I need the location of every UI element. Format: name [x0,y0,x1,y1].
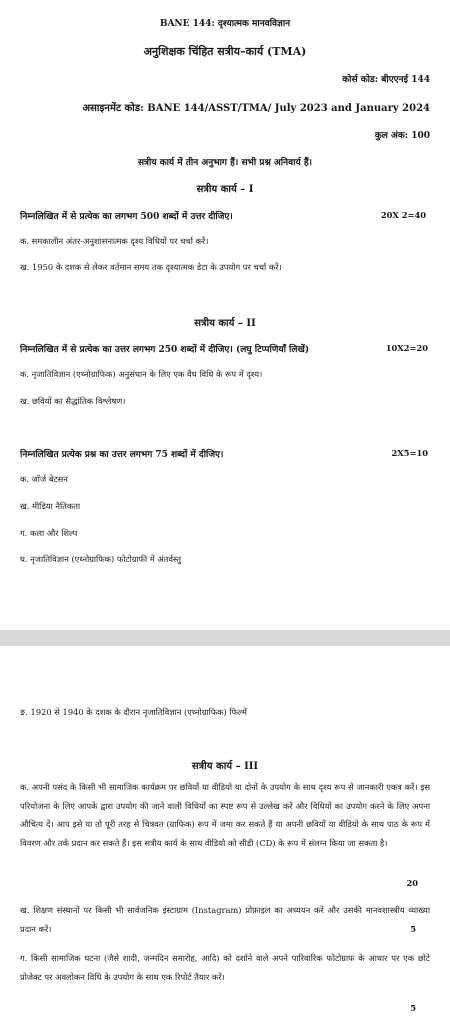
tma-title: अनुशिक्षक चिंहित सत्रीय–कार्य (TMA) [143,45,307,58]
instructions: सत्रीय कार्य में तीन अनुभाग हैं। सभी प्रश्न अनिवार्य हैं। [137,158,313,168]
short-question-c: ग. कला और शिल्प [20,528,78,538]
total-marks: कुल अंक: 100 [374,131,430,141]
section-3-question-a: क. अपनी पसंद के किसी भी सामाजिक कार्यक्रम पर छवियों या वीडियो या दोनों के उपयोग के साथ दृश्य रूप से जानकारी एकत्र करें। इस परियोजना के लिए आपके द्वारा उपयोग की जाने वाली विधियों का स्पष्ट रूप से उल्लेख करें और विधियों का उपयोग करने के लिए अपना औचित्य दें। आप इसे या तो पूरी तरह से चित्रवत (ग्राफिक) रूप में जमा कर सकते हैं या अपनी छवियों या वीडियो के साथ पाठ के रूप में विवरण और तर्क प्रदान कर सकते हैं। इस सत्रीय कार्य के साथ वीडियो को सीडी (CD) के रूप में संलग्न किया जा सकता है। [20,782,430,848]
short-question-b: ख. मीडिया नैतिकता [20,501,81,511]
section-3-question-c-marks: 5 [410,1003,416,1013]
short-answer-instruction: निम्नलिखित प्रत्येक प्रश्न का उत्तर लगभग 75 शब्दों में दीजिए। [20,450,224,460]
section-1-question-b: ख. 1950 के दशक से लेकर वर्तमान समय तक दृश्यात्मक डेटा के उपयोग पर चर्चा करें। [20,262,282,272]
assignment-code: असाइनमेंट कोड: BANE 144/ASST/TMA/ July 2023 and January 2024 [82,103,430,114]
section-2-instruction: निम्नलिखित में से प्रत्येक का उत्तर लगभग 250 शब्दों में दीजिए। (लघु टिप्पणियाँ लिखें) [20,345,310,355]
section-2-marks: 10X2=20 [385,343,428,353]
course-title: BANE 144: दृश्यात्मक मानवविज्ञान [159,19,291,29]
section-3-question-b: ख. शिक्षण संस्थानों पर किसी भी सार्वजनिक इंस्टाग्राम (Instagram) प्रोफ़ाइल का अध्ययन करें और उसकी मानवशास्त्रीय व्याख्या प्रदान करें। [20,905,430,934]
page-separator [0,630,450,646]
section-2-question-a: क. नृजातिविज्ञान (एथ्नोग्राफिक) अनुसंधान के लिए एक वैध विधि के रूप में दृश्य। [20,369,263,379]
section-2-question-b: ख. छवियों का सैद्धांतिक विश्लेषण। [20,396,126,406]
section-3-question-c: ग. किसी सामाजिक घटना (जैसे शादी, जन्मदिन समारोह, आदि) को दर्शाने वाले अपने पारिवारिक फोटोग्राफ के आधार पर एक छोटे प्रोजेक्ट पर अवलोकन विधि के उपयोग के साथ एक रिपोर्ट तैयार करें। [20,953,430,982]
section-1-instruction: निम्नलिखित में से प्रत्येक का लगभग 500 शब्दों में उत्तर दीजिए। [20,212,233,222]
section-3-question-b-marks: 5 [410,924,416,934]
section-3-question-a-marks: 20 [406,878,418,888]
short-answer-marks: 2X5=10 [391,448,428,458]
section-1-question-a: क. समकालीन अंतर-अनुशासनात्मक दृश्य विधियों पर चर्चा करें। [20,236,209,246]
section-1-heading: सत्रीय कार्य – I [196,184,254,195]
section-1-marks: 20X 2=40 [380,210,426,220]
page-2 [0,646,450,1024]
short-question-a: क. जॉर्ज बेटसन [20,474,68,484]
short-question-e: ङ. 1920 से 1940 के दशक के दौरान नृजातिविज्ञान (एथ्नोग्राफिक) फिल्में [20,707,247,717]
section-2-heading: सत्रीय कार्य – II [194,318,256,329]
course-code: कोर्स कोड: बीएएनई 144 [342,75,430,85]
short-question-d: घ. नृजातिविज्ञान (एथ्नोग्राफिक) फोटोग्राफी में अंतर्वस्तु [20,554,181,564]
section-3-heading: सत्रीय कार्य – III [191,761,259,772]
